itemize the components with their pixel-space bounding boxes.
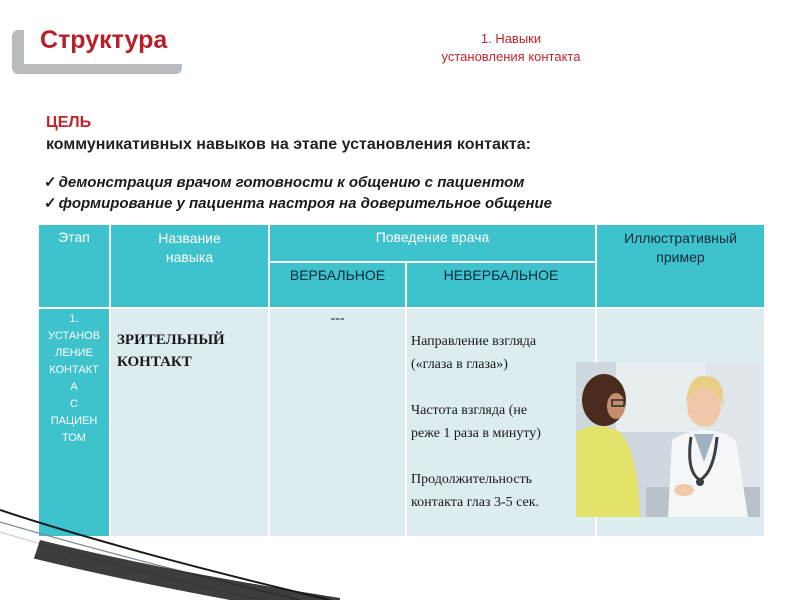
decorative-swoosh — [0, 480, 340, 600]
subtitle-line-2: установления контакта — [441, 49, 581, 64]
goal-heading: ЦЕЛЬ — [46, 114, 92, 131]
checkmark-icon: ✓ — [44, 195, 57, 212]
header-stage-label: Этап — [58, 229, 90, 245]
stage-line: 1. — [69, 313, 79, 325]
verbal-value: --- — [330, 311, 345, 326]
checkmark-icon: ✓ — [44, 174, 57, 191]
bullet-text: формирование у пациента настроя на доверительное общение — [58, 195, 553, 212]
header-example — [596, 224, 765, 308]
header-skill-name — [110, 224, 269, 308]
stage-line: С — [70, 398, 78, 410]
stage-line: ПАЦИЕН — [50, 415, 98, 427]
header-verbal — [269, 262, 406, 308]
nonverbal-line: реже 1 раза в минуту) — [411, 426, 541, 441]
header-verbal-label: ВЕРБАЛЬНОЕ — [289, 267, 386, 283]
header-behavior-label: Поведение врача — [375, 229, 490, 245]
nonverbal-line — [411, 445, 595, 468]
header-behavior — [269, 224, 596, 262]
bullet-item — [44, 193, 552, 214]
skill-name-line-1: ЗРИТЕЛЬНЫЙ — [117, 332, 225, 348]
doctor-patient-photo — [576, 362, 760, 517]
header-nonverbal — [406, 262, 596, 308]
nonverbal-line: контакта глаз 3-5 сек. — [411, 495, 540, 510]
header-example-line-2: пример — [656, 249, 705, 265]
section-subtitle — [404, 30, 618, 66]
goal-bullets — [44, 172, 552, 214]
row-nonverbal — [406, 308, 596, 537]
header-nonverbal-label: НЕВЕРБАЛЬНОЕ — [443, 267, 559, 283]
stage-line: УСТАНОВ — [47, 330, 101, 342]
stage-line: ТОМ — [62, 432, 86, 444]
nonverbal-line: Направление взгляда — [411, 334, 537, 349]
skill-name-line-2: КОНТАКТ — [117, 354, 192, 370]
stage-line: ЛЕНИЕ — [55, 347, 93, 359]
nonverbal-line: Частота взгляда (не — [411, 403, 528, 418]
bullet-text: демонстрация врачом готовности к общению с пациентом — [58, 174, 525, 191]
doctor-patient-illustration — [576, 362, 760, 517]
bullet-item — [44, 172, 552, 193]
page-title: Структура — [40, 26, 168, 54]
header-skill-name-line-2: навыка — [165, 249, 214, 265]
header-example-line-1: Иллюстративный — [624, 230, 737, 246]
header-skill-name-line-1: Название — [158, 230, 221, 246]
nonverbal-line: Продолжительность — [411, 472, 533, 487]
stage-line: А — [70, 381, 78, 393]
nonverbal-line — [411, 376, 595, 399]
subtitle-line-1: 1. Навыки — [480, 31, 542, 46]
stage-line: КОНТАКТ — [49, 364, 99, 376]
goal-text: коммуникативных навыков на этапе установления контакта: — [46, 136, 531, 153]
header-stage — [38, 224, 110, 308]
nonverbal-line: («глаза в глаза») — [411, 357, 508, 372]
